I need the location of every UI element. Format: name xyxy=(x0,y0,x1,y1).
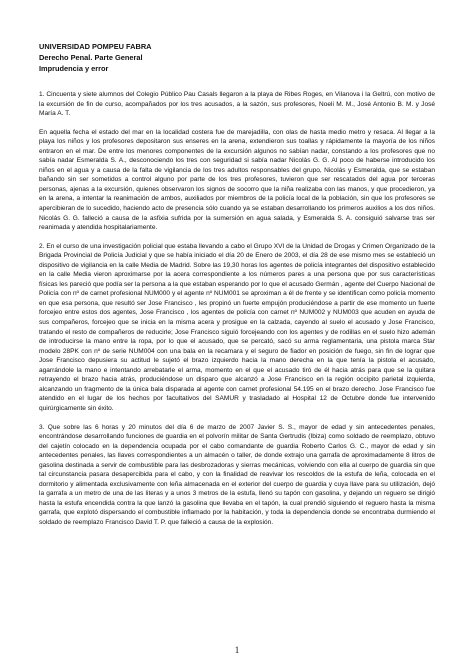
case-1-facts: En aquella fecha el estado del mar en la localidad costera fue de marejadilla, con olas de hasta medio metro y resaca. Al llegar a la playa los niños y los profesores depositaron sus enseres en la arena, extendieron sus toallas y rápidamente la mayoría de los niños entraron en el mar. De entre los menores componentes de la excursión algunos no sabían nadar, constando a los profesores que no sabía nadar Esmeralda S. A., desconociendo los tres con seguridad si sabía nadar Nicolás G. G. Al poco de haberse introducido los niños en el agua y a causa de la falta de vigilancia de los tres adultos responsables del grupo, Nicolás y Esmeralda, que se estaban bañando sin ser sometidos a control alguno por parte de los tres profesores, tuvieron que ser rescatados del agua por terceras personas, ajenas a la excursión, quienes observaron los signos de socorro que la niña realizaba con las manos, y que procedieron, ya en la arena, a intentar la reanimación de ambos, auxiliados por miembros de la policía local de la población, sin que los profesores se apercibieran de lo sucedido, haciendo acto de presencia sólo cuando ya se estaban desarrollando los primeros auxilios a los dos niños. Nicolás G. G. falleció a causa de la asfixia sufrida por la sumersión en agua salada, y Esmeralda S. A. consiguió salvarse tras ser reanimada y atendida hospitalariamente. xyxy=(39,128,435,232)
topic-title: Imprudencia y error xyxy=(39,64,109,73)
document-header xyxy=(39,41,435,74)
case-1-intro: 1. Cincuenta y siete alumnos del Colegio Público Pau Casals llegaron a la playa de Ribes Roges, en Vilanova i la Geltrú, con motivo de la excursión de fin de curso, acompañados por los tres acusados, a la sazón, sus profesores, Noeli M. M., José Antonio B. M. y José María A. T. xyxy=(39,91,435,118)
page-number: 1 xyxy=(234,645,240,655)
case-2: 2. En el curso de una investigación policial que estaba llevando a cabo el Grupo XVI de la Unidad de Drogas y Crimen Organizado de la Brigada Provincial de Policía Judicial y que se había iniciado el día 20 de Enero de 2003, el día 28 de ese mismo mes se estableció un dispositivo de vigilancia en la calle Media de Madrid. Sobre las 19,30 horas los agentes de policía integrantes del dispositivo establecido en la calle Media vieron aproximarse por la acera correspondiente a los números pares a una persona que por sus características físicas les pareció que podía ser la persona a la que estaban esperando por lo que el acusado Germán , agente del Cuerpo Nacional de Policía con nº de carnet profesional NUM000 y el agente nº NUM001 se aproximan a él de frente y se identifican como policía momento en que esa persona, que resultó ser Jose Francisco , les propinó un fuerte empujón produciéndose a partir de ese momento un fuerte forcejeo entre estos dos agentes, Jose Francisco , los agentes de policía con carnet nº NUM002 y NUM003 que acuden en ayuda de sus compañeros, forcejeo que se inicia en la misma acera y prosigue en la calzada, cayendo al suelo el acusado y Jose Francisco, tratando el resto de compañeros de reducirle; Jose Francisco siguió forcejeando con los agentes y de rodillas en el suelo hizo ademán de introducirse la mano entre la ropa, por lo que el acusado, que se percató, sacó su arma reglamentaria, una pistola marca Star modelo 28PK con nº de serie NUM004 con una bala en la recamara y el seguro de fiador en posición de fuego, sin fin de lograr que Jose Francisco depusiera su actitud le sujetó el brazo izquierdo hacia la mano derecha en la que tenía la pistola el acusado, agarrándole la mano e intentando arrebatarle el arma, momento en el que el acusado tiró de él hacia atrás para que se la quitara retrayendo el brazo hacia atrás, produciéndose un disparo que alcanzó a Jose Francisco en la región occipito parietal izquierda, alcanzando un fragmento de la única bala disparada al agente con carnet profesional 54.195 en el brazo derecho. Jose Francisco fue atendido en el lugar de los hechos por facultativos del SAMUR y trasladado al Hospital 12 de Octubre donde fue intervenido quirúrgicamente sin éxito. xyxy=(39,242,435,412)
course-title: Derecho Penal. Parte General xyxy=(39,53,143,62)
case-3: 3. Que sobre las 6 horas y 20 minutos del día 6 de marzo de 2007 Javier S. S., mayor de edad y sin antecedentes penales, encontrándose desarrollando funciones de guardia en el polvorín militar de Santa Gertrudis (Ibiza) como soldado de reemplazo, obtuvo del cajetín colocado en la dependencia ocupada por el cabo comandante de guardia Roberto Carlos G. C., mayor de edad y sin antecedentes penales, las llaves correspondientes a un almacén o taller, de donde extrajo una garrafa de aproximadamente 8 litros de gasolina destinada a servir de combustible para las desbrozadoras y sierras mecánicas, volviendo con ella al cuerpo de guardia sin que tal circunstancia pasara desapercibida para el cabo, y con la finalidad de reavivar los rescoldos de la estufa de leña, colocada en el dormitorio y alimentada exclusivamente con leña almacenada en el exterior del cuerpo de guardia y cuya llave para su utilización, dejó la garrafa a un metro de una de las literas y a unos 3 metros de la estufa, llenó su tapón con gasolina, y dejando un reguero se dirigió hasta la estufa encendida contra la que lanzó la gasolina que llevaba en el tapón, la cual prendió siguiendo el reguero hasta la misma garrafa, que explotó dispersando el combustible inflamado por la habitación, y toda la dependencia donde se encontraba durmiendo el soldado de reemplazo Francisco David T. P. que falleció a causa de la explosión. xyxy=(39,423,435,526)
university-name: UNIVERSIDAD POMPEU FABRA xyxy=(39,42,152,51)
